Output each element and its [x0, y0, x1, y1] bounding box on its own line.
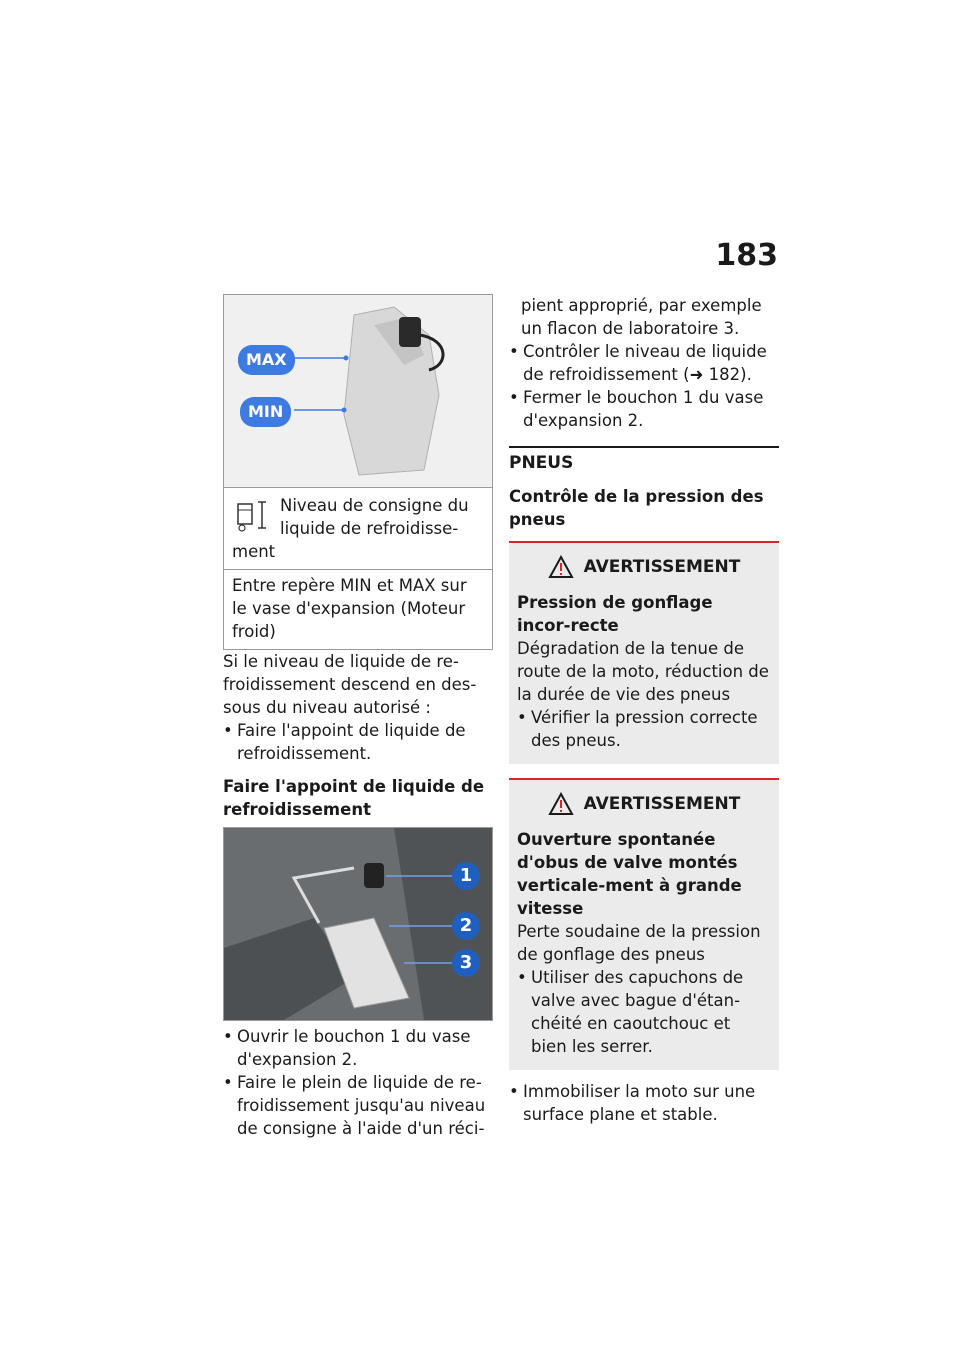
warning-triangle-icon: [548, 555, 574, 579]
warning-text: Dégradation de la tenue de route de la moto, réduction de la durée de vie des pneus: [517, 639, 769, 704]
list-item: • Faire le plein de liquide de re-froidissement jusqu'au niveau de consigne à l'aide d'un réci-: [223, 1071, 493, 1140]
bullet-list-2: [223, 1025, 493, 1140]
list-item: • Contrôler le niveau de liquide de refroidissement (➜ 182).: [509, 340, 779, 386]
list-item: • Utiliser des capuchons de valve avec bague d'étan-chéité en caoutchouc et bien les serrer.: [517, 966, 771, 1058]
continuation-text: pient approprié, par exemple un flacon de laboratoire 3.: [521, 296, 762, 338]
warning-title: Pression de gonflage incor-recte: [517, 593, 713, 635]
refill-figure: [223, 827, 493, 1021]
warning-header: [517, 790, 771, 818]
list-item: • Fermer le bouchon 1 du vase d'expansion 2.: [509, 386, 779, 432]
page-number: 183: [715, 238, 778, 273]
section-title: PNEUS: [509, 446, 779, 475]
intro-text: Si le niveau de liquide de re-froidissement descend en des-sous du niveau autorisé :: [223, 652, 477, 717]
spec-label: Niveau de consigne du liquide de refroidisse-ment: [232, 496, 469, 561]
bullet-list-3: [509, 340, 779, 432]
coolant-reservoir-figure: [223, 294, 493, 488]
min-tag: MIN: [240, 397, 291, 427]
callout-1: 1: [452, 862, 480, 890]
tire-pressure-heading: Contrôle de la pression des pneus: [509, 487, 764, 529]
warning-label: AVERTISSEMENT: [583, 556, 741, 577]
max-tag: MAX: [238, 345, 295, 375]
coolant-level-icon: [232, 494, 272, 536]
warning-text: Perte soudaine de la pression de gonflage des pneus: [517, 922, 761, 964]
list-item: • Ouvrir le bouchon 1 du vase d'expansion 2.: [223, 1025, 493, 1071]
refill-heading: Faire l'appoint de liquide de refroidissement: [223, 777, 485, 819]
warning-header: [517, 553, 771, 581]
spec-label-row: [224, 488, 492, 569]
bullet-list-4: [509, 1080, 779, 1126]
warning-bullets: [517, 706, 771, 752]
list-item: • Immobiliser la moto sur une surface plane et stable.: [509, 1080, 779, 1126]
warning-bullets: [517, 966, 771, 1058]
warning-triangle-icon: [548, 792, 574, 816]
list-item: • Vérifier la pression correcte des pneus.: [517, 706, 771, 752]
spec-table: [223, 488, 493, 650]
warning-box-1: [509, 541, 779, 764]
bullet-list-1: [223, 719, 493, 765]
warning-title: Ouverture spontanée d'obus de valve montés verticale-ment à grande vitesse: [517, 830, 742, 918]
spec-value: Entre repère MIN et MAX sur le vase d'expansion (Moteur froid): [224, 569, 492, 649]
list-item: • Faire l'appoint de liquide de refroidissement.: [223, 719, 493, 765]
callout-3: 3: [452, 949, 480, 977]
callout-2: 2: [452, 912, 480, 940]
reservoir-illustration: [224, 295, 493, 487]
left-column: [223, 294, 493, 1140]
right-column: [509, 294, 779, 1126]
warning-box-2: [509, 778, 779, 1070]
warning-label: AVERTISSEMENT: [583, 793, 741, 814]
